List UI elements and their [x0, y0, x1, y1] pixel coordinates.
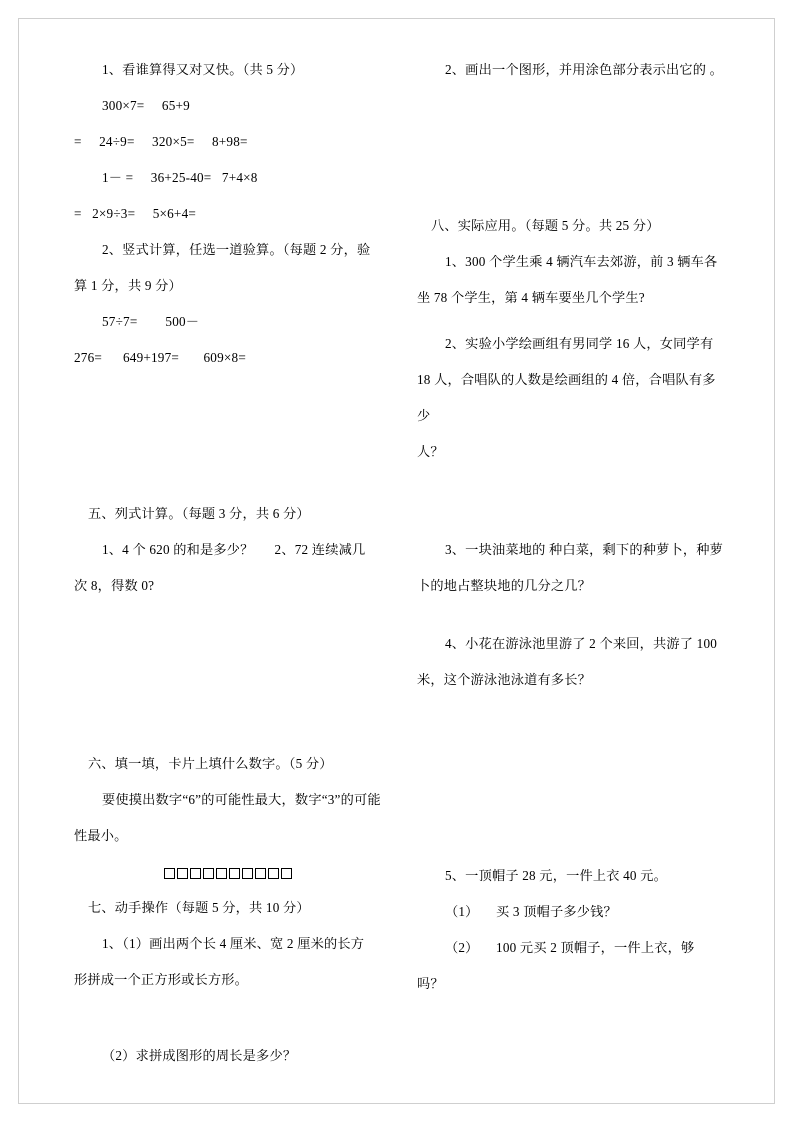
q8-title: 八、实际应用。（每题 5 分。共 25 分） [431, 218, 660, 233]
q7-row2: 形拼成一个正方形或长方形。 [74, 972, 249, 987]
work-space-r3 [417, 604, 724, 626]
q1-row2: = 24÷9= 320×5= 8+98= [74, 134, 248, 149]
q8-5-row2: （1） 买 3 顶帽子多少钱？ [445, 904, 617, 919]
number-card-boxes [74, 854, 381, 890]
work-space-2b [74, 724, 381, 746]
q8-4-row2: 米，这个游泳池泳道有多长？ [417, 672, 592, 687]
q5-row1: 1、4 个 620 的和是多少？ 2、72 连续减几 [102, 542, 366, 557]
q8-2-row2: 18 人，合唱队的人数是绘画组的 4 倍，合唱队有多少 [417, 372, 716, 423]
q8-5-row4: 吗？ [417, 976, 444, 991]
work-space-r2 [417, 470, 724, 532]
q2-title-cont: 算 1 分，共 9 分） [74, 278, 182, 293]
draw-space-1 [417, 88, 724, 208]
q2-title: 2、竖式计算，任选一道验算。（每题 2 分，验 [102, 242, 371, 257]
q1-row1: 300×7= 65+9 [102, 98, 190, 113]
q2-row2: 276= 649+197= 609×8= [74, 350, 246, 365]
q7-row1: 1、（1）画出两个长 4 厘米、宽 2 厘米的长方 [102, 936, 365, 951]
card-box [242, 868, 253, 879]
card-box [255, 868, 266, 879]
q8-5-row1: 5、一顶帽子 28 元，一件上衣 40 元。 [445, 868, 667, 883]
q5-row2: 次 8，得数 0? [74, 578, 155, 593]
q8-1-row2: 坐 78 个学生，第 4 辆车要坐几个学生? [417, 290, 645, 305]
q8-3-row1: 3、一块油菜地的 种白菜，剩下的种萝卜，种萝 [445, 542, 724, 557]
page-columns [74, 52, 724, 1062]
q8-2-row1: 2、实验小学绘画组有男同学 16 人，女同学有 [445, 336, 714, 351]
work-space-3 [74, 998, 381, 1038]
q5-title: 五、列式计算。（每题 3 分，共 6 分） [88, 506, 310, 521]
card-box [203, 868, 214, 879]
right-column [417, 52, 724, 1062]
q8-1-row1: 1、300 个学生乘 4 辆汽车去郊游，前 3 辆车各 [445, 254, 718, 269]
q7-title: 七、动手操作（每题 5 分，共 10 分） [88, 900, 310, 915]
q2-row1: 57÷7= 500－ [102, 314, 200, 329]
q1-title: 1、看谁算得又对又快。（共 5 分） [102, 62, 304, 77]
q8-4-row1: 4、小花在游泳池里游了 2 个来回，共游了 100 [445, 636, 718, 651]
card-box [216, 868, 227, 879]
q8-3-row2: 卜的地占整块地的几分之几？ [417, 578, 592, 593]
q6-row2: 性最小。 [74, 828, 128, 843]
q7-row3: （2）求拼成图形的周长是多少？ [102, 1048, 297, 1063]
left-column [74, 52, 381, 1062]
right-q2-title: 2、画出一个图形，并用涂色部分表示出它的 。 [445, 62, 724, 77]
card-box [268, 868, 279, 879]
q1-row3: 1－ = 36+25-40= 7+4×8 [102, 170, 258, 185]
q1-row4: = 2×9÷3= 5×6+4= [74, 206, 196, 221]
q8-2-row3: 人？ [417, 444, 444, 459]
work-space-r4b [417, 818, 724, 858]
q6-row1: 要使摸出数字“6”的可能性最大，数字“3”的可能 [102, 792, 381, 807]
work-space-r4 [417, 698, 724, 818]
work-space-1 [74, 376, 381, 496]
card-box [177, 868, 188, 879]
work-space-2 [74, 604, 381, 724]
work-space-r1 [417, 316, 724, 326]
card-box [281, 868, 292, 879]
q8-5-row3: （2） 100 元买 2 顶帽子，一件上衣，够 [445, 940, 695, 955]
card-box [164, 868, 175, 879]
q6-title: 六、填一填，卡片上填什么数字。（5 分） [88, 756, 333, 771]
card-box [229, 868, 240, 879]
card-box [190, 868, 201, 879]
